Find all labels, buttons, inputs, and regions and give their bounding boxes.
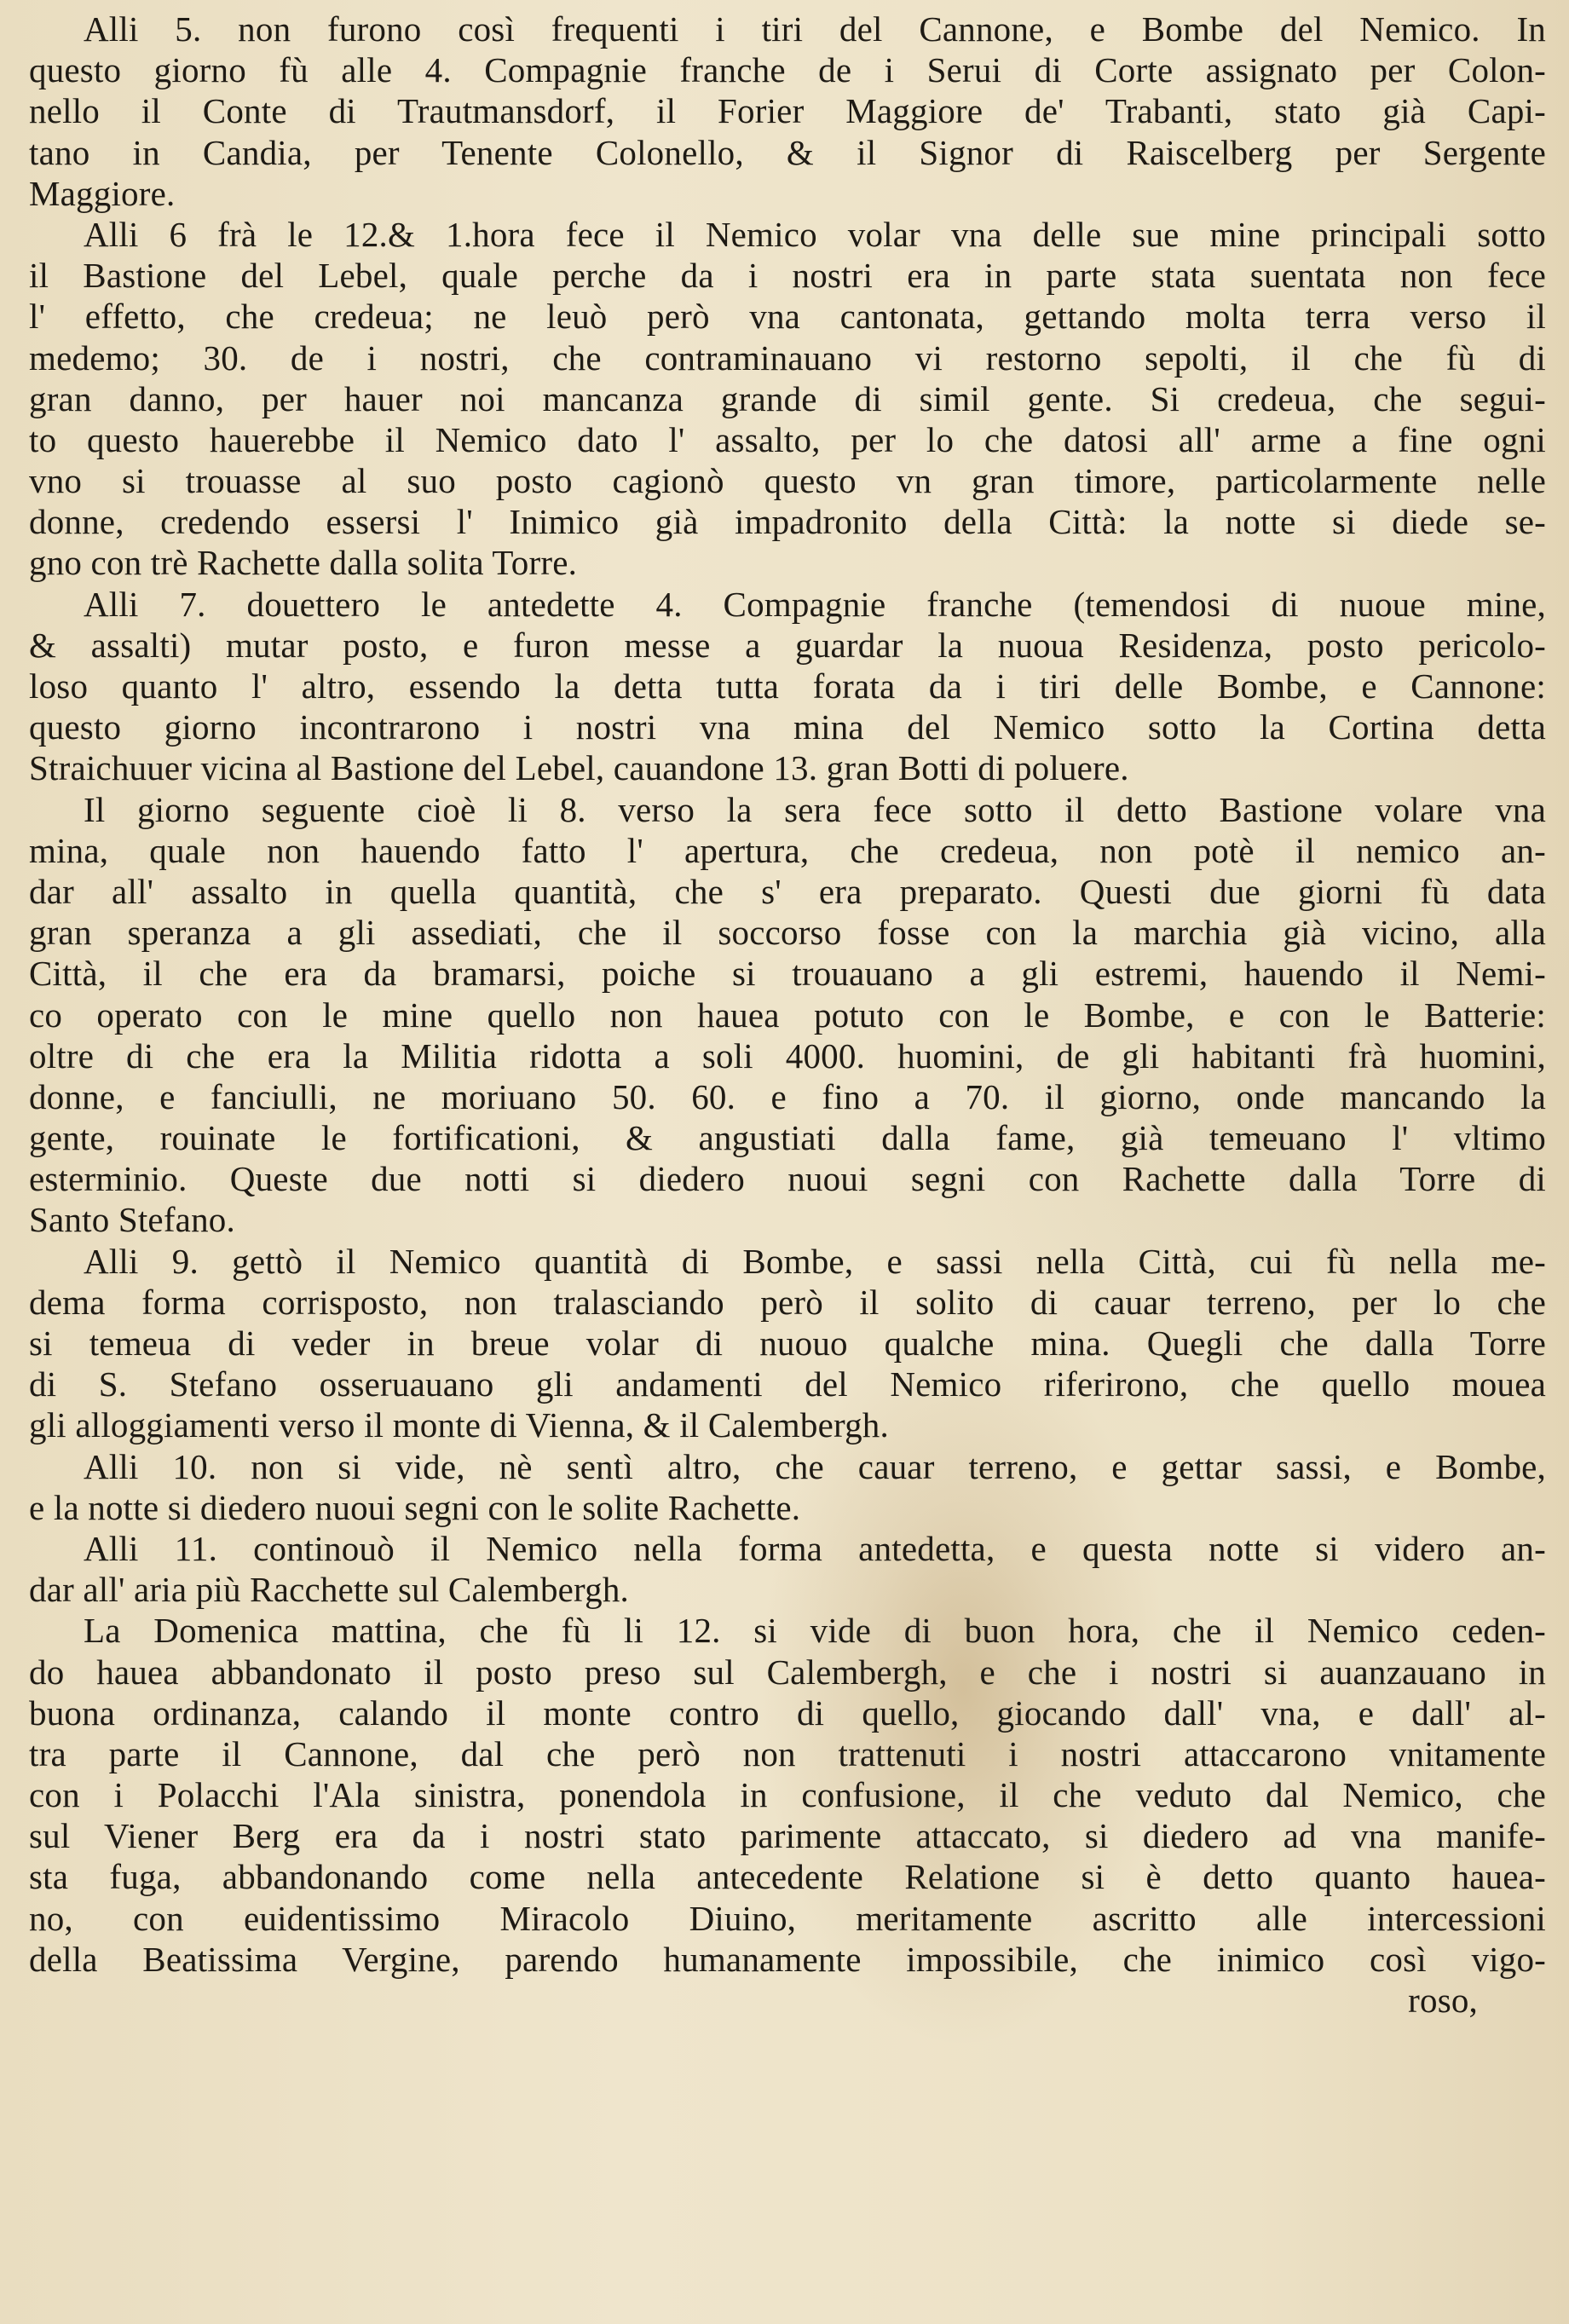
text-line: gente, rouinate le fortificationi, & angustiati dalla fame, già temeuano l' vltimo [29, 1118, 1546, 1158]
text-line: di S. Stefano osseruauano gli andamenti del Nemico riferirono, che quello mouea [29, 1364, 1546, 1404]
text-line: Alli 5. non furono così frequenti i tiri del Cannone, e Bombe del Nemico. In [84, 9, 1546, 49]
text-line: Il giorno seguente cioè li 8. verso la sera fece sotto il detto Bastione volare vna [84, 789, 1546, 829]
text-line: do hauea abbandonato il posto preso sul Calembergh, e che i nostri si auanzauano in [29, 1652, 1546, 1692]
text-line: sta fuga, abbandonando come nella antecedente Relatione si è detto quanto haueа- [29, 1857, 1546, 1897]
text-line: Alli 9. gettò il Nemico quantità di Bombe, e sassi nella Città, cui fù nella me- [84, 1241, 1546, 1281]
text-line: La Domenica mattina, che fù li 12. si vide di buon hora, che il Nemico ceden- [84, 1611, 1546, 1651]
text-line: dar all' aria più Racchette sul Calembergh. [29, 1570, 629, 1610]
text-line: si temeua di veder in breue volar di nuouo qualche mina. Quegli che dalla Torre [29, 1323, 1546, 1363]
text-line: medemo; 30. de i nostri, che contraminauano vi restorno sepolti, il che fù di [29, 337, 1546, 378]
text-line: to questo hauerebbe il Nemico dato l' assalto, per lo che datosi all' arme a fine ogni [29, 419, 1546, 459]
text-line: sul Viener Berg era da i nostri stato parimente attaccato, si diedero ad vna manife- [29, 1816, 1546, 1856]
text-line: co operato con le mine quello non hauea potuto con le Bombe, e con le Batterie: [29, 995, 1546, 1035]
catchword-line: roso, [1408, 1981, 1478, 2020]
text-line: vno si trouasse al suo posto cagionò questo vn gran timore, particolarmente nelle [29, 461, 1546, 501]
text-line: dema forma corrisposto, non tralasciando però il solito di cauar terreno, per lo che [29, 1282, 1546, 1322]
text-line: tra parte il Cannone, dal che però non trattenuti i nostri attaccarono vnitamente [29, 1733, 1546, 1773]
text-line: con i Polacchi l'Ala sinistra, ponendola in confusione, il che veduto dal Nemico, che [29, 1775, 1546, 1815]
text-line: Straichuuer vicina al Bastione del Lebel, cauandone 13. gran Botti di poluere. [29, 748, 1129, 788]
text-line: Alli 6 frà le 12.& 1.hora fece il Nemico volar vna delle sue mine principali sotto [84, 214, 1546, 254]
text-line: il Bastione del Lebel, quale perche da i nostri era in parte stata suentata non fece [29, 256, 1546, 296]
text-line: questo giorno fù alle 4. Compagnie franche de i Serui di Corte assignato per Colon- [29, 50, 1546, 90]
text-line: Maggiore. [29, 173, 176, 213]
text-line: donne, e fanciulli, ne moriuano 50. 60. e fino a 70. il giorno, onde mancando la [29, 1076, 1546, 1116]
text-line: mina, quale non hauendo fatto l' apertura, che credeua, non potè il nemico an- [29, 830, 1546, 870]
text-line: oltre di che era la Militia ridotta a soli 4000. huomini, de gli habitanti frà huomini, [29, 1035, 1546, 1075]
text-line: Santo Stefano. [29, 1200, 235, 1240]
text-line: gno con trè Rachette dalla solita Torre. [29, 543, 578, 583]
page-text [29, 9, 1546, 2021]
text-line: Città, il che era da bramarsi, poiche si trouauano a gli estremi, hauendo il Nemi- [29, 954, 1546, 994]
text-line: Alli 10. non si vide, nè sentì altro, che cauar terreno, e gettar sassi, e Bombe, [84, 1446, 1546, 1486]
text-line: dar all' assalto in quella quantità, che s' era preparato. Questi due giorni fù data [29, 871, 1546, 911]
text-line: no, con euidentissimo Miracolo Diuino, meritamente ascritto alle intercessioni [29, 1898, 1546, 1938]
text-line: della Beatissima Vergine, parendo humanamente impossibile, che inimico così vigo- [29, 1939, 1546, 1979]
text-line: loso quanto l' altro, essendo la detta tutta forata da i tiri delle Bombe, e Cannone: [29, 666, 1546, 706]
text-line: gran danno, per hauer noi mancanza grande di simil gente. Si credeua, che segui- [29, 378, 1546, 418]
text-line: Alli 7. douettero le antedette 4. Compagnie franche (temendosi di nuoue mine, [84, 584, 1546, 624]
text-line: tano in Candia, per Tenente Colonello, & il Signor di Raiscelberg per Sergente [29, 132, 1546, 172]
text-line: nello il Conte di Trautmansdorf, il Forier Maggiore de' Trabanti, stato già Capi- [29, 91, 1546, 131]
text-line: gran speranza a gli assediati, che il soccorso fosse con la marchia già vicino, alla [29, 913, 1546, 953]
text-line: Alli 11. continouò il Nemico nella forma antedetta, e questa notte si videro an- [84, 1528, 1546, 1568]
text-line: donne, credendo essersi l' Inimico già impadronito della Città: la notte si diede se- [29, 502, 1546, 542]
text-line: questo giorno incontrarono i nostri vna mina del Nemico sotto la Cortina detta [29, 707, 1546, 747]
text-line: e la notte si diedero nuoui segni con le solite Rachette. [29, 1487, 801, 1527]
text-line: buona ordinanza, calando il monte contro di quello, giocando dall' vna, e dall' al- [29, 1693, 1546, 1733]
text-line: l' effetto, che credeua; ne leuò però vna cantonata, gettando molta terra verso il [29, 297, 1546, 337]
text-line: & assalti) mutar posto, e furon messe a guardar la nuoua Residenza, posto pericolo- [29, 625, 1546, 665]
text-line: gli alloggiamenti verso il monte di Vienna, & il Calembergh. [29, 1405, 889, 1445]
text-line: esterminio. Queste due notti si diedero nuoui segni con Rachette dalla Torre di [29, 1159, 1546, 1199]
